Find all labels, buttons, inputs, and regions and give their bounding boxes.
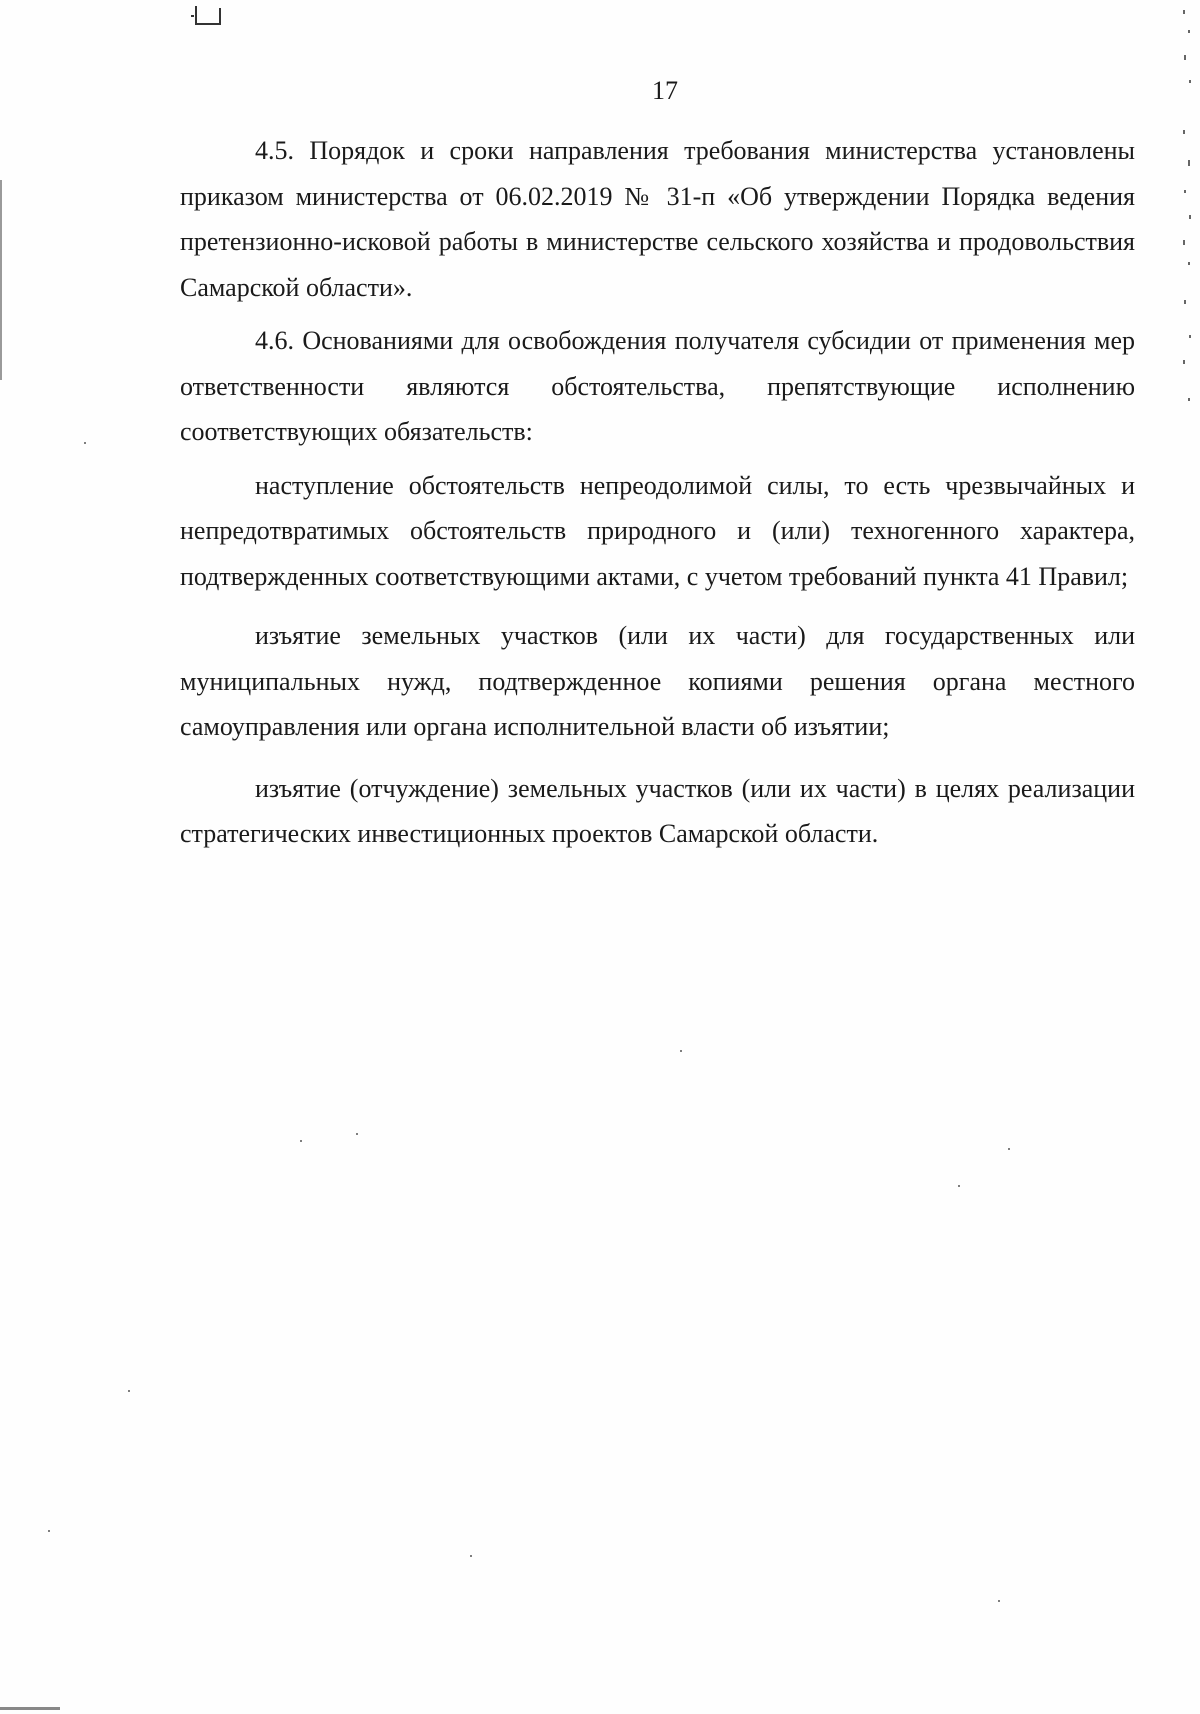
scan-speck [356,1133,358,1135]
scan-speck [48,1530,50,1532]
scan-speck [998,1600,1000,1602]
page-number: 17 [652,76,678,105]
scan-left-edge [0,180,2,380]
scan-speck [300,1140,302,1142]
document-body [180,128,1135,857]
scan-speck [1008,1148,1010,1150]
scan-corner-mark [190,2,230,32]
scan-speck [128,1390,130,1392]
paragraph-4-5: 4.5. Порядок и сроки направления требования министерства установлены приказом министерства от 06.02.2019 № 31-п «Об утверждении Порядка ведения претензионно-исковой работы в министерстве сельского хозяйства и продовольствия Самарской области». [180,136,1135,302]
list-item-force-majeure: наступление обстоятельств непреодолимой силы, то есть чрезвычайных и непредотвратимых обстоятельств природного и (или) техногенного характера, подтвержденных соответствующими актами, с учетом требований пункта 41 Правил; [180,470,1135,591]
scan-speck [958,1185,960,1187]
scan-bottom-edge [0,1707,60,1710]
scan-speck [680,1050,682,1052]
scan-right-edge-dots [1180,0,1194,440]
list-item-land-seizure-public-needs: изъятие земельных участков (или их части) для государственных или муниципальных нужд, подтвержденное копиями решения органа местного самоуправления или органа исполнительной власти об изъятии; [180,621,1135,741]
scan-speck [84,442,86,444]
scan-speck [470,1555,472,1557]
list-item-land-seizure-investment-projects: изъятие (отчуждение) земельных участков (или их части) в целях реализации стратегических инвестиционных проектов Самарской области. [180,773,1135,848]
paragraph-4-6: 4.6. Основаниями для освобождения получателя субсидии от применения мер ответственности являются обстоятельства, препятствующие исполнению соответствующих обязательств: [180,326,1135,446]
